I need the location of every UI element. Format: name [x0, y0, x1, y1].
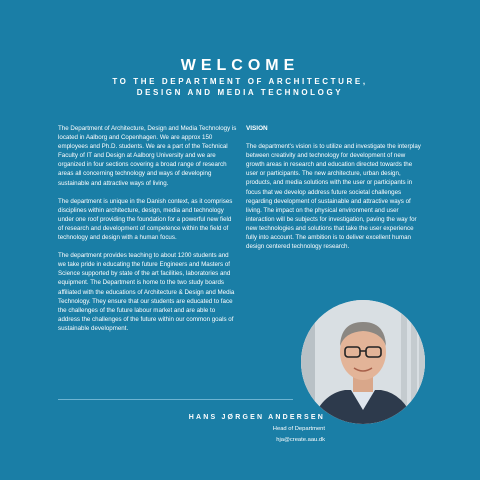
signature-email[interactable]: hja@create.aau.dk — [276, 437, 325, 443]
intro-paragraph-1: The Department of Architecture, Design and Media Technology is located in Aalborg and Copenhagen. We are approx 150 employees and Ph.D. students. We are a part of the Technical Faculty of IT and Design at Aalborg University and we are organized in four sections covering a broad range of research areas all concerning technology and ways of developing sustainable and attractive ways of living. — [58, 125, 237, 187]
vision-heading: VISION — [246, 125, 268, 132]
page-title: WELCOME — [180, 57, 300, 74]
signature-role: Head of Department — [272, 426, 325, 432]
portrait-illustration — [301, 300, 425, 424]
page-subtitle: TO THE DEPARTMENT OF ARCHITECTURE, DESIGN AND MEDIA TECHNOLOGY — [112, 77, 368, 97]
signature-name: HANS JØRGEN ANDERSEN — [188, 414, 325, 421]
signature-divider — [58, 399, 293, 400]
intro-column — [58, 124, 238, 342]
intro-paragraph-2: The department is unique in the Danish context, as it comprises disciplines within architecture, design, media and technology under one roof providing the foundation for a powerful new field of research and development of competence within the field of technology and design with a human focus. — [58, 197, 233, 242]
portrait-photo — [301, 300, 425, 424]
vision-column — [246, 124, 424, 260]
intro-paragraph-3: The department provides teaching to about 1200 students and we take pride in educating the future Engineers and Masters of Science supported by state of the art facilities, laboratories and equipment. The Department is home to the two study boards affiliated with the educations of Architecture & Design and Media Technology. They ensure that our students are educated to face the challenges of the future labour market and are able to address the challenges of the future within our common goals of sustainable development. — [58, 252, 235, 332]
vision-text: The department's vision is to utilize and investigate the interplay between creativity and technology for development of new growth areas in research and education directed towards the user or participants. The new architecture, urban design, products, and media solutions with the user or participants in focus that we develop address future societal challenges regarding development of sustainable and attractive ways of living. The impact on the physical environment and user interaction will be subjects for investigation, paving the way for new technologies and solutions that take the user experience fully into account. The ambition is to deliver excellent human design centered technology research. — [246, 143, 421, 251]
